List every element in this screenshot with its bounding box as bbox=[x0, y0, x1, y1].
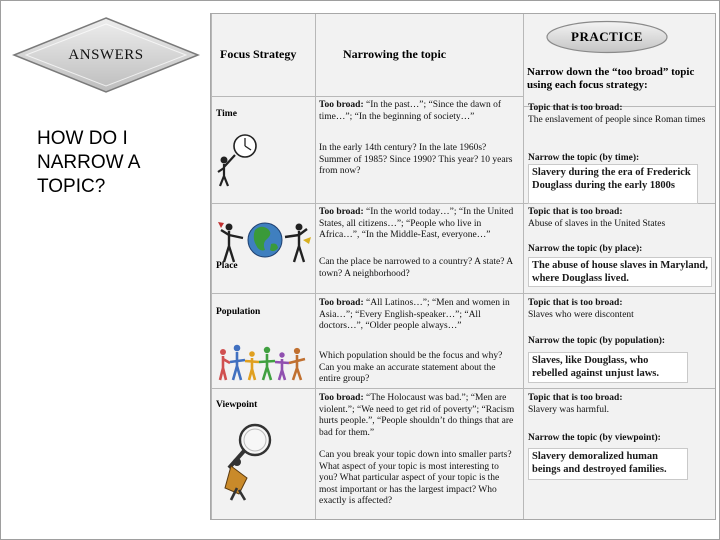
viewpoint-answer[interactable]: Slavery demoralized human beings and destroyed families. bbox=[528, 448, 688, 480]
place-answer[interactable]: The abuse of house slaves in Maryland, where Douglass lived. bbox=[528, 257, 712, 287]
place-question: Can the place be narrowed to a country? A state? A town? A neighborhood? bbox=[319, 257, 513, 279]
answers-button-label: ANSWERS bbox=[68, 47, 144, 63]
practice-instruction: Narrow down the “too broad” topic using each focus strategy: bbox=[527, 66, 695, 91]
viewpoint-too-broad: Too broad: “The Holocaust was bad.”; “Men are violent.”; “We need to get rid of poverty”; “Racism hurts people.”, “People shouldn’t do things that are bad for them.” bbox=[319, 393, 515, 438]
time-too-broad: Too broad: “In the past…”; “Since the dawn of time…”; “In the beginning of society…” bbox=[319, 100, 502, 122]
time-practice-narrow-label: Narrow the topic (by time): bbox=[528, 153, 640, 163]
strategy-population: Population bbox=[216, 307, 261, 317]
time-question: In the early 14th century? In the late 1960s? Summer of 1985? Since 1990? This year? 10 years from now? bbox=[319, 143, 513, 176]
population-practice-broad: Topic that is too broad: Slaves who were discontent bbox=[528, 298, 634, 320]
header-focus-strategy: Focus Strategy bbox=[220, 47, 297, 61]
strategy-viewpoint: Viewpoint bbox=[216, 400, 258, 410]
globe-people-icon bbox=[215, 210, 313, 270]
strategy-time: Time bbox=[216, 109, 237, 119]
population-question: Which population should be the focus and why? Can you make an accurate statement about the entire group? bbox=[319, 351, 503, 384]
viewpoint-practice-narrow-label: Narrow the topic (by viewpoint): bbox=[528, 433, 661, 443]
people-group-icon bbox=[215, 340, 311, 384]
population-too-broad: Too broad: “All Latinos…”; “Men and women in Asia…”; “Every English-speaker…”; “All doctors…”, “Older people always…” bbox=[319, 298, 510, 331]
population-practice-narrow-label: Narrow the topic (by population): bbox=[528, 336, 666, 346]
viewpoint-practice-broad: Topic that is too broad: Slavery was harmful. bbox=[528, 393, 623, 415]
time-practice-broad: Topic that is too broad: The enslavement of people since Roman times bbox=[528, 103, 706, 125]
time-answer[interactable]: Slavery during the era of Frederick Douglass during the early 1800s bbox=[528, 164, 698, 204]
clock-figure-icon bbox=[215, 122, 267, 188]
place-practice-narrow-label: Narrow the topic (by place): bbox=[528, 244, 643, 254]
focus-strategy-table bbox=[210, 13, 716, 520]
place-practice-broad: Topic that is too broad: Abuse of slaves in the United States bbox=[528, 207, 666, 229]
population-answer[interactable]: Slaves, like Douglass, who rebelled against unjust laws. bbox=[528, 352, 688, 383]
place-too-broad: Too broad: “In the world today…”; “In the United States, all citizens…”; “People who live in Africa…”, “In the Middle-East, everyone…” bbox=[319, 207, 514, 240]
practice-label: PRACTICE bbox=[571, 29, 643, 44]
answers-button[interactable] bbox=[11, 15, 201, 95]
strategy-place: Place bbox=[216, 261, 238, 271]
slide-title: HOW DO I NARROW A TOPIC? bbox=[37, 128, 141, 197]
practice-button[interactable] bbox=[545, 20, 669, 54]
magnifier-figure-icon bbox=[217, 418, 277, 502]
viewpoint-question: Can you break your topic down into smaller parts? What aspect of your topic is most interesting to you? What particular aspect of your topic is the most important or has the largest impact? Who exactly is affected? bbox=[319, 450, 512, 506]
header-narrowing-topic: Narrowing the topic bbox=[343, 47, 447, 61]
